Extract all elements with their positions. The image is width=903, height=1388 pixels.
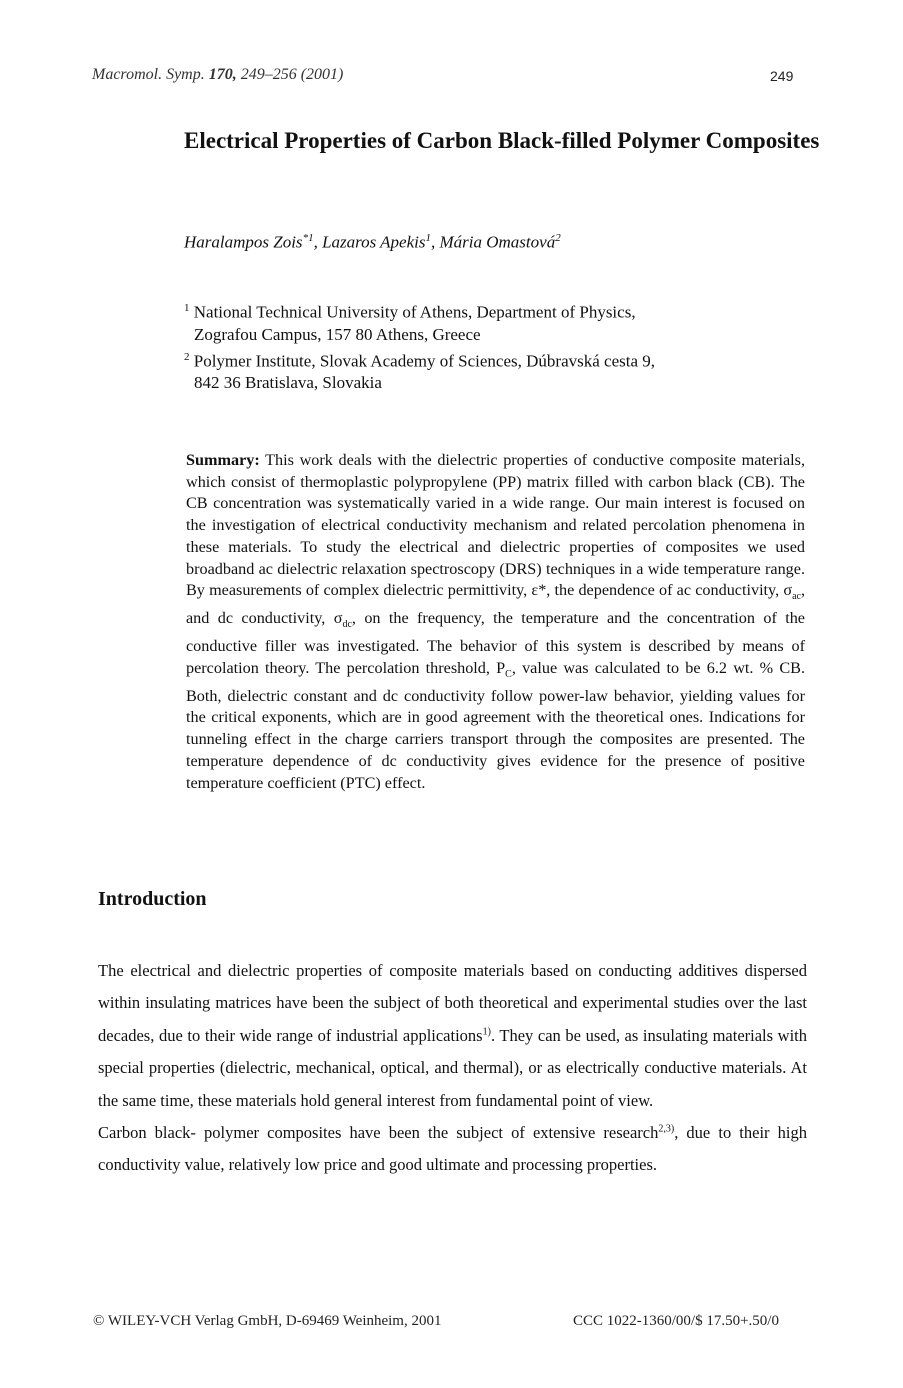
author-name: Lazaros Apekis: [322, 232, 426, 252]
paragraph-text: The electrical and dielectric properties of composite materials based on conducting additives dispersed within insulating matrices have been the subject of both theoretical and experimental studies over the last decades, due to their wide range of industrial applications: [98, 961, 807, 1045]
author-affiliation-ref: 1: [425, 232, 431, 244]
introduction-body: [98, 955, 807, 1182]
affiliation-line: Zografou Campus, 157 80 Athens, Greece: [194, 324, 481, 344]
paragraph: [98, 1117, 807, 1182]
paragraph-text: . They can be used, as insulating materials with special properties (dielectric, mechanical, optical, and thermal), or as electrically conductive materials. At the same time, these materials hold general interest from fundamental point of view.: [98, 1025, 808, 1110]
footer-code: CCC 1022-1360/00/$ 17.50+.50/0: [573, 1313, 779, 1329]
citation-ref: 2,3): [658, 1123, 675, 1135]
abstract-text: , value was calculated to be 6.2 wt. % CB. Both, dielectric constant and dc conductivity follow power-law behavior, yielding values for the critical exponents, which are in good agreement with the theoretical ones. Indications for tunneling effect in the charge carriers transport through the composites are presented. The temperature dependence of dc conductivity gives evidence for the presence of positive temperature coefficient (PTC) effect.: [186, 658, 805, 792]
paragraph-text: Carbon black- polymer composites have been the subject of extensive research: [98, 1123, 659, 1143]
paragraph-text: , due to their high conductivity value, relatively low price and good ultimate and processing properties.: [98, 1123, 807, 1175]
paper-title: Electrical Properties of Carbon Black-filled Polymer Composites: [184, 128, 820, 153]
abstract-text: This work deals with the dielectric properties of conductive composite materials, which consist of thermoplastic polypropylene (PP) matrix filled with carbon black (CB). The CB concentration was systematically varied in a wide range. Our main interest is focused on the investigation of electrical conductivity mechanism and related percolation phenomena in these materials. To study the electrical and dielectric properties of composites we used broadband ac dielectric relaxation spectroscopy (DRS) techniques in a wide temperature range. By measurements of complex dielectric permittivity, ε*, the dependence of ac conductivity, σ: [186, 451, 805, 600]
affiliation-line: 842 36 Bratislava, Slovakia: [194, 373, 382, 393]
journal-name: Macromol. Symp.: [92, 66, 209, 83]
page-number: 249: [770, 68, 794, 84]
affiliation-line: [184, 297, 804, 324]
author-list: Haralampos Zois$^{*1}$, Lazaros Apekis$^1$, Mária Omastová$^2$: [184, 232, 561, 252]
abstract: [186, 450, 805, 794]
abstract-label: Summary:: [186, 451, 260, 469]
author-name: Mária Omastová: [439, 232, 556, 252]
affiliation-number: 1: [184, 302, 190, 314]
footer-copyright: © WILEY-VCH Verlag GmbH, D-69469 Weinheim, 2001: [93, 1313, 442, 1329]
journal-citation: [92, 66, 343, 84]
citation-ref: 1): [482, 1026, 491, 1038]
abstract-text: , on the frequency, the temperature and the concentration of the conductive filler was investigated. The behavior of this system is described by means of percolation theory. The percolation threshold, P: [186, 609, 805, 677]
affiliation-text: Polymer Institute, Slovak Academy of Sciences, Dúbravská cesta 9,: [193, 351, 655, 371]
journal-pages-year: 249–256 (2001): [236, 66, 344, 83]
author-affiliation-ref: 2: [555, 232, 561, 244]
affiliation-line: [184, 346, 804, 373]
affiliations: [184, 297, 804, 394]
affiliation-text: National Technical University of Athens, Department of Physics,: [193, 302, 636, 322]
subscript: C: [505, 669, 512, 681]
abstract-text: , and dc conductivity, σ: [186, 581, 805, 628]
affiliation-number: 2: [184, 350, 190, 363]
author-name: Haralampos Zois: [184, 232, 303, 252]
subscript: dc: [342, 619, 352, 631]
subscript: ac: [792, 591, 801, 603]
journal-volume: 170,: [208, 66, 237, 83]
paragraph: [98, 955, 807, 1117]
section-heading: Introduction: [98, 888, 207, 910]
author-affiliation-ref: 1: [308, 232, 314, 244]
author-mark: *: [302, 232, 309, 244]
